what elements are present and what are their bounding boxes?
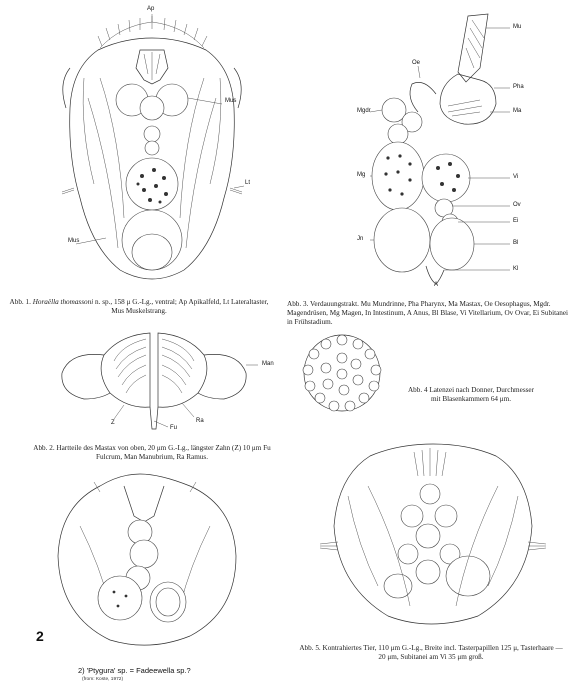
fig1-label-lt: Lt bbox=[245, 180, 251, 186]
fig1-label-ap: Ap bbox=[147, 6, 155, 12]
fig4-caption-line1: Abb. 4 Latenzei nach Donner, Durchmesser bbox=[407, 386, 535, 394]
figure-4-drawing bbox=[296, 332, 388, 414]
fig3-label-kl: Kl bbox=[513, 266, 519, 272]
fig2-label-z: Z bbox=[111, 420, 115, 426]
fig1-caption-prefix: Abb. 1. bbox=[9, 298, 33, 306]
fig4-caption bbox=[376, 386, 566, 404]
figure-1-drawing bbox=[40, 8, 260, 290]
panel-2-source: (from: Koste, 1972) bbox=[82, 677, 124, 682]
panel-2-caption: 2) 'Ptygura' sp. = Fadeewella sp.? bbox=[78, 666, 191, 675]
fig1-caption-rest: n. sp., 158 μ G.-Lg., ventral; Ap Apikalfeld, Lt Lateraltaster, Mus Muskelstrang. bbox=[93, 298, 269, 315]
fig3-label-bl: Bl bbox=[513, 240, 519, 246]
fig1-caption-species: Horaëlla thomassoni bbox=[32, 298, 94, 306]
fig3-caption: Abb. 3. Verdauungstrakt. Mu Mundrinne, Pha Pharynx, Ma Mastax, Oe Oesophagus, Mgdr. Magendrüsen, Mg Magen, In Intestinum, A Anus, Bl Blase, Vi Vitellarium, Ov Ovar, Ei Subitanei in Frühstadium. bbox=[287, 300, 569, 326]
fig3-label-mg: Mg bbox=[357, 172, 366, 178]
fig3-label-mu: Mu bbox=[513, 24, 522, 30]
fig5-caption: Abb. 5. Kontrahiertes Tier, 110 μm G.-Lg., Breite incl. Tasterpapillen 125 μ, Tasterhaare — 20 μm, Subitanei am Vi 35 μm groß. bbox=[299, 644, 563, 661]
fig3-label-ei: Ei bbox=[513, 218, 519, 224]
fig2-label-ra: Ra bbox=[196, 418, 204, 424]
fig2-label-fu: Fu bbox=[170, 425, 178, 431]
fig1-caption bbox=[7, 298, 271, 316]
fig3-label-oe: Oe bbox=[412, 60, 421, 66]
fig3-label-vi: Vi bbox=[513, 174, 519, 180]
fig4-caption-line2: mit Blasenkammern 64 μm. bbox=[430, 395, 512, 403]
fig3-label-ma: Ma bbox=[513, 108, 522, 114]
figure-3-drawing bbox=[340, 8, 540, 290]
fig1-label-mus: Mus bbox=[225, 98, 237, 104]
figure-5-drawing bbox=[318, 436, 548, 632]
fig3-label-ov: Ov bbox=[513, 202, 521, 208]
fig1-label-mus-lower: Mus bbox=[68, 238, 80, 244]
figure-2-drawing bbox=[50, 325, 260, 435]
panel-2-drawing bbox=[40, 466, 250, 652]
fig2-label-man: Man bbox=[262, 361, 274, 367]
fig3-label-mgdr: Mgdr bbox=[357, 108, 371, 114]
fig3-label-jn: Jn bbox=[357, 236, 364, 242]
fig2-caption: Abb. 2. Hartteile des Mastax von oben, 20 μm G.-Lg., längster Zahn (Z) 10 μm Fu Fulcrum, Man Manubrium, Ra Ramus. bbox=[33, 444, 271, 461]
fig3-label-pha: Pha bbox=[513, 84, 524, 90]
fig3-label-a: A bbox=[434, 282, 439, 288]
panel-2-number: 2 bbox=[36, 628, 44, 644]
